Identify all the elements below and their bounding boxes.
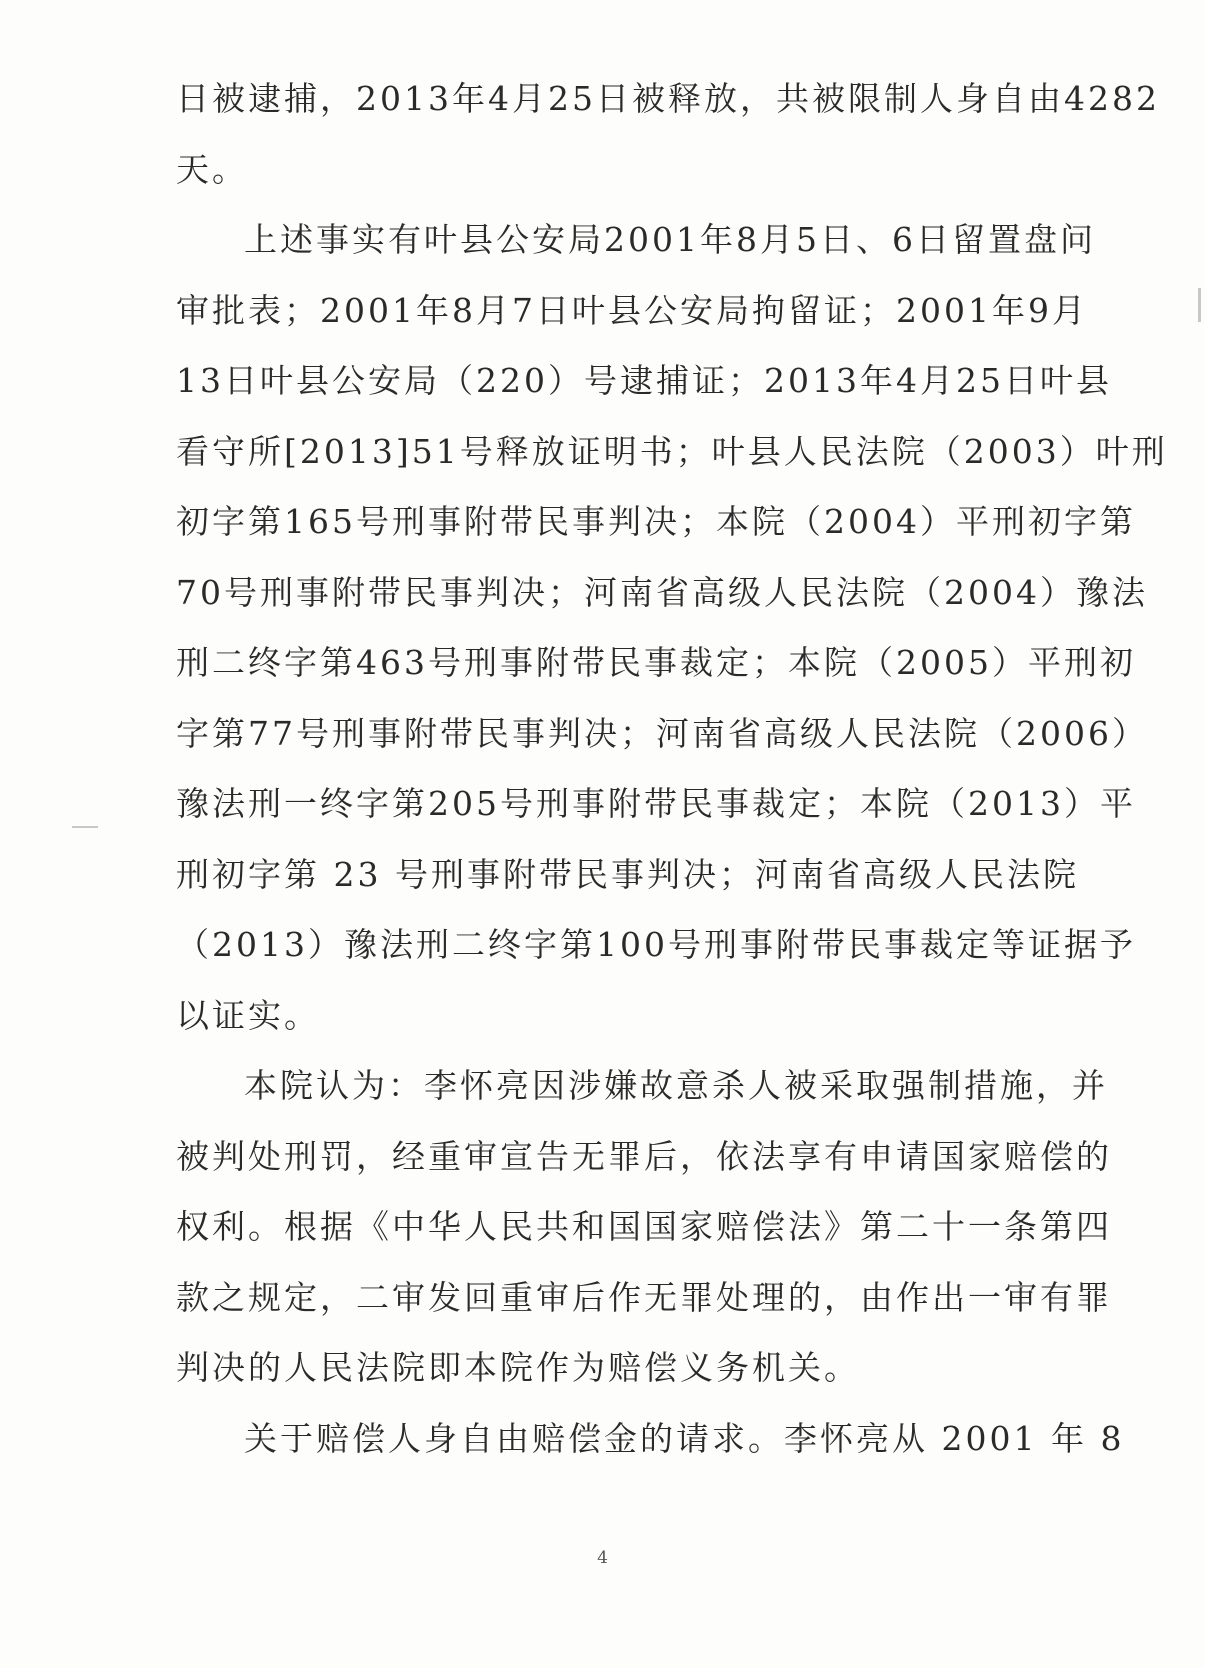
text-line: 被判处刑罚，经重审宣告无罪后，依法享有申请国家赔偿的 [176, 1136, 1112, 1176]
text-line: 款之规定，二审发回重审后作无罪处理的，由作出一审有罪 [176, 1277, 1112, 1317]
paragraph [176, 1404, 1125, 1475]
text-line: （2013）豫法刑二终字第100号刑事附带民事裁定等证据予 [176, 925, 1136, 964]
scan-mark [1198, 288, 1201, 322]
text-line: 上述事实有叶县公安局2001年8月5日、6日留置盘问 [244, 220, 1096, 259]
text-line: 刑二终字第463号刑事附带民事裁定；本院（2005）平刑初 [176, 643, 1136, 682]
text-line: 权利。根据《中华人民共和国国家赔偿法》第二十一条第四 [176, 1207, 1112, 1246]
text-line: 豫法刑一终字第205号刑事附带民事裁定；本院（2013）平 [176, 784, 1136, 823]
text-line: 关于赔偿人身自由赔偿金的请求。李怀亮从 2001 年 8 [244, 1418, 1125, 1458]
page-number: 4 [597, 1548, 608, 1568]
text-line: 70号刑事附带民事判决；河南省高级人民法院（2004）豫法 [176, 572, 1148, 612]
text-line: 初字第165号刑事附带民事判决；本院（2004）平刑初字第 [176, 502, 1136, 541]
scan-mark [72, 826, 98, 828]
paragraph [176, 64, 1160, 205]
text-line: 本院认为：李怀亮因涉嫌故意杀人被采取强制措施，并 [244, 1066, 1108, 1105]
text-line: 以证实。 [176, 995, 320, 1035]
paragraph [176, 205, 1168, 1051]
paragraph [176, 1051, 1112, 1404]
document-body [176, 64, 1168, 1474]
text-line: 13日叶县公安局（220）号逮捕证；2013年4月25日叶县 [176, 361, 1112, 400]
text-line: 字第77号刑事附带民事判决；河南省高级人民法院（2006） [176, 713, 1148, 753]
text-line: 审批表；2001年8月7日叶县公安局拘留证；2001年9月 [176, 290, 1088, 330]
text-line: 天。 [176, 149, 248, 189]
text-line: 刑初字第 23 号刑事附带民事判决；河南省高级人民法院 [176, 854, 1079, 894]
text-line: 判决的人民法院即本院作为赔偿义务机关。 [176, 1348, 860, 1387]
text-line: 日被逮捕，2013年4月25日被释放，共被限制人身自由4282 [176, 79, 1160, 118]
text-line: 看守所[2013]51号释放证明书；叶县人民法院（2003）叶刑 [176, 431, 1168, 471]
